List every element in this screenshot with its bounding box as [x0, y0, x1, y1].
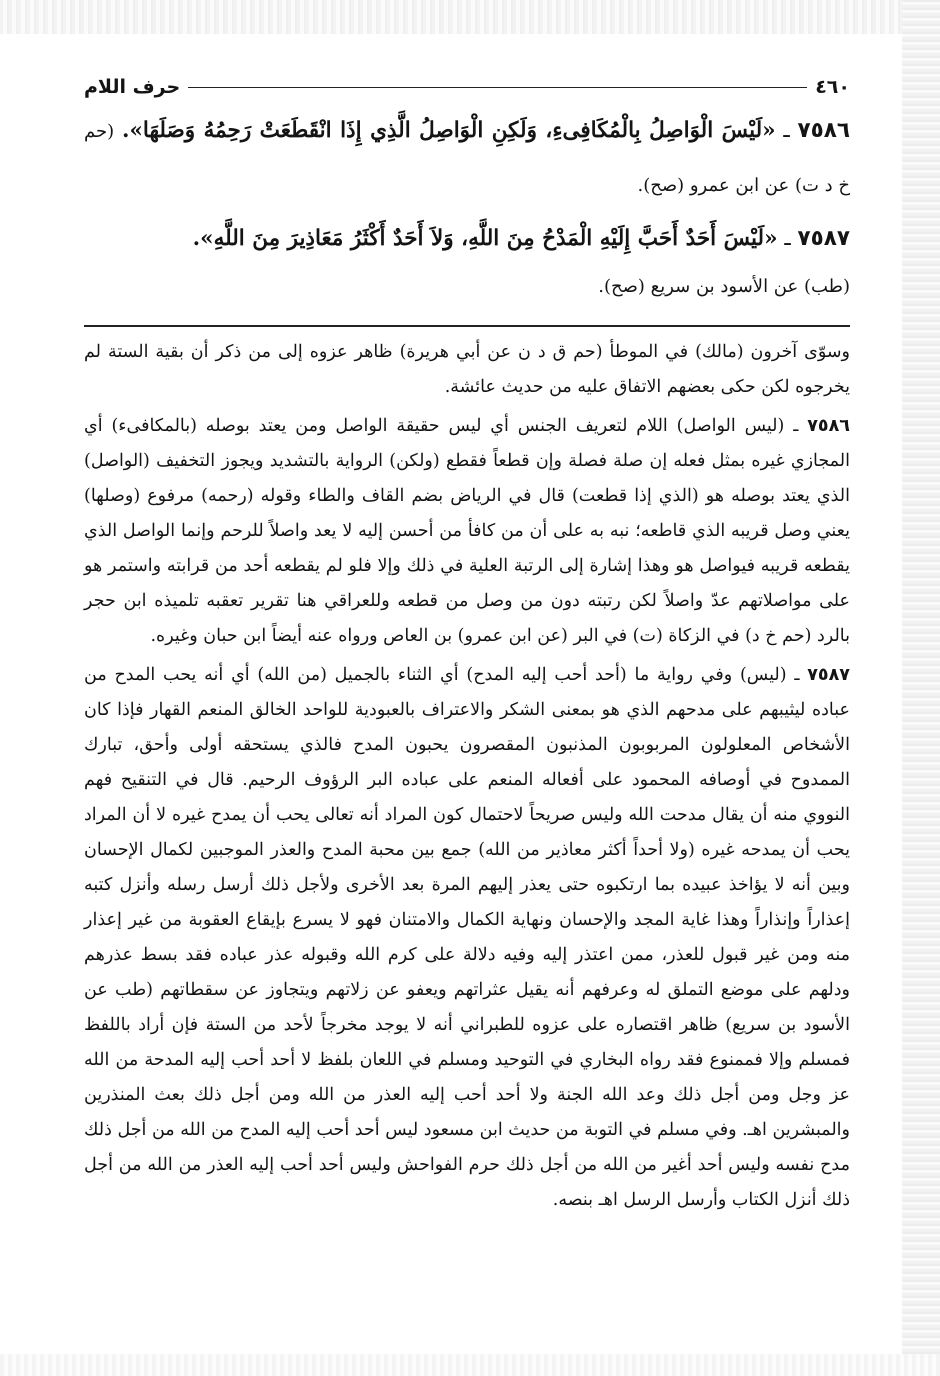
hadith-source: (طب) عن الأسود بن سريع (صح).	[598, 276, 850, 297]
commentary-7587	[84, 658, 850, 1218]
dash: ـ	[775, 118, 790, 143]
running-header	[84, 70, 850, 104]
header-rule	[188, 87, 807, 88]
commentary-number: ٧٥٨٧	[807, 665, 850, 685]
hadith-7586	[84, 104, 850, 212]
hadith-text: «لَيْسَ الْوَاصِلُ بِالْمُكَافِىءِ، وَلَكِنِ الْوَاصِلُ الَّذِي إِذَا انْقَطَعَتْ رَحِمُهُ وَصَلَهَا».	[121, 118, 776, 143]
dash: ـ	[777, 226, 791, 251]
scan-edge-bottom	[0, 1354, 940, 1376]
hadith-number: ٧٥٨٧	[797, 226, 850, 251]
scan-edge-top	[0, 0, 940, 34]
commentary-7586	[84, 409, 850, 654]
dash: ـ	[784, 416, 799, 436]
commentary-text: (ليس الواصل) اللام لتعريف الجنس أي ليس حقيقة الواصل ومن يعتد بوصله (بالمكافىء) أي المجازي غيره بمثل فعله إن صلة فصلة وإن قطعاً فقطع (ولكن) الرواية بالتشديد ويجوز التخفيف (الواصل) الذي يعتد بوصله هو (الذي إذا قطعت) قال في الرياض بضم القاف والطاء وقوله (رحمه) مرفوع (وصلها) يعني وصل قريبه الذي قاطعه؛ نبه به على أن من كافأ من أحسن إليه لا يعد واصلاً للرحم وإنما الواصل الذي يقطعه قريبه فيواصل هو وهذا إشارة إلى الرتبة العلية في ذلك وإلا فلو لم يقطعه أحد من قرابته واستمر هو على مواصلاتهم عدّ واصلاً لكن رتبته دون من وصل من قطعه وللعراقي هنا تقرير تعقبه تلميذه ابن حجر بالرد (حم خ د) في الزكاة (ت) في البر (عن ابن عمرو) بن العاص ورواه عنه أيضاً ابن حبان وغيره.	[84, 416, 850, 646]
commentary-number: ٧٥٨٦	[807, 416, 850, 436]
book-page	[84, 70, 850, 1222]
page-number: ٤٦٠	[815, 76, 850, 98]
hadith-7587	[84, 212, 850, 265]
commentary-text: وسوّى آخرون (مالك) في الموطأ (حم ق د ن عن أبي هريرة) ظاهر عزوه إلى من ذكر أن بقية الستة لم يخرجوه لكن حكى بعضهم الاتفاق عليه من حديث عائشة.	[84, 342, 850, 397]
hadith-text: «لَيْسَ أَحَدٌ أَحَبَّ إِلَيْهِ الْمَدْحُ مِنَ اللَّهِ، وَلاَ أَحَدٌ أَكْثَرُ مَعَاذِيرَ مِنَ اللَّهِ».	[192, 226, 778, 251]
hadith-7587-source-line	[84, 259, 850, 313]
commentary-separator	[84, 325, 850, 327]
commentary-continuation	[84, 335, 850, 405]
commentary-text: (ليس) وفي رواية ما (أحد أحب إليه المدح) أي الثناء بالجميل (من الله) أي أنه يحب المدح من عباده ليثيبهم على مدحهم الذي هو بمعنى الشكر والاعتراف بالعبودية للواحد الخالق المنعم القهار فإذا كان الأشخاص المعلولون المربوبون المذنبون المقصرون يحبون المدح فالذي يستحقه أولى وأحق، تبارك الممدوح في أوصافه المحمود على أفعاله المنعم على عباده البر الرؤوف الرحيم. قال في التنقيح فهم النووي منه أن يقال مدحت الله وليس صريحاً لاحتمال كون المراد أنه تعالى يحب أن يمدح غيره لا أن المراد يحب أن يمدحه غيره (ولا أحداً أكثر معاذير من الله) جمع بين محبة المدح والعذر الموجبين لكمال الإحسان وبين أنه لا يؤاخذ عبيده بما ارتكبوه حتى يعذر إليهم المرة بعد الأخرى ولأجل ذلك أرسل رسله وأنزل كتبه إعذاراً وإنذاراً وهذا غاية المجد والإحسان ونهاية الكمال والامتنان فهو لا يسرع بإيقاع العقوبة من غير إعذار منه ومن غير قبول للعذر، ممن اعتذر إليه وفيه دلالة على كرم الله وقبوله عذر عباده فقد بسط عذرهم ودلهم على موضع التملق له وعرفهم أنه يقيل عثراتهم ويعفو عن زلاتهم ويتجاوز عن سقطاتهم (طب عن الأسود بن سريع) ظاهر اقتصاره على عزوه للطبراني أنه لا يوجد مخرجاً لأحد من الستة فإن أراد باللفظ فمسلم وإلا فممنوع فقد رواه البخاري في التوحيد ومسلم في اللعان بلفظ لا أحد أحب إليه المدحة من الله عز وجل ومن أجل ذلك وعد الله الجنة ولا أحد أحب إليه العذر من الله ومن أجل ذلك بعث المنذرين والمبشرين اهـ. وفي مسلم في التوبة من حديث ابن مسعود ليس أحد أحب إليه المدح من الله من أجل ذلك مدح نفسه وليس أحد أغير من الله من أجل ذلك حرم الفواحش وليس أحد أحب إليه العذر من الله من أجل ذلك أنزل الكتاب وأرسل الرسل اهـ بنصه.	[84, 665, 851, 1210]
dash: ـ	[786, 665, 800, 685]
chapter-title: حرف اللام	[84, 76, 181, 98]
scan-edge-right	[902, 0, 940, 1376]
hadith-source: (حم خ د ت) عن ابن عمرو (صح).	[84, 121, 850, 196]
hadith-number: ٧٥٨٦	[797, 118, 851, 143]
